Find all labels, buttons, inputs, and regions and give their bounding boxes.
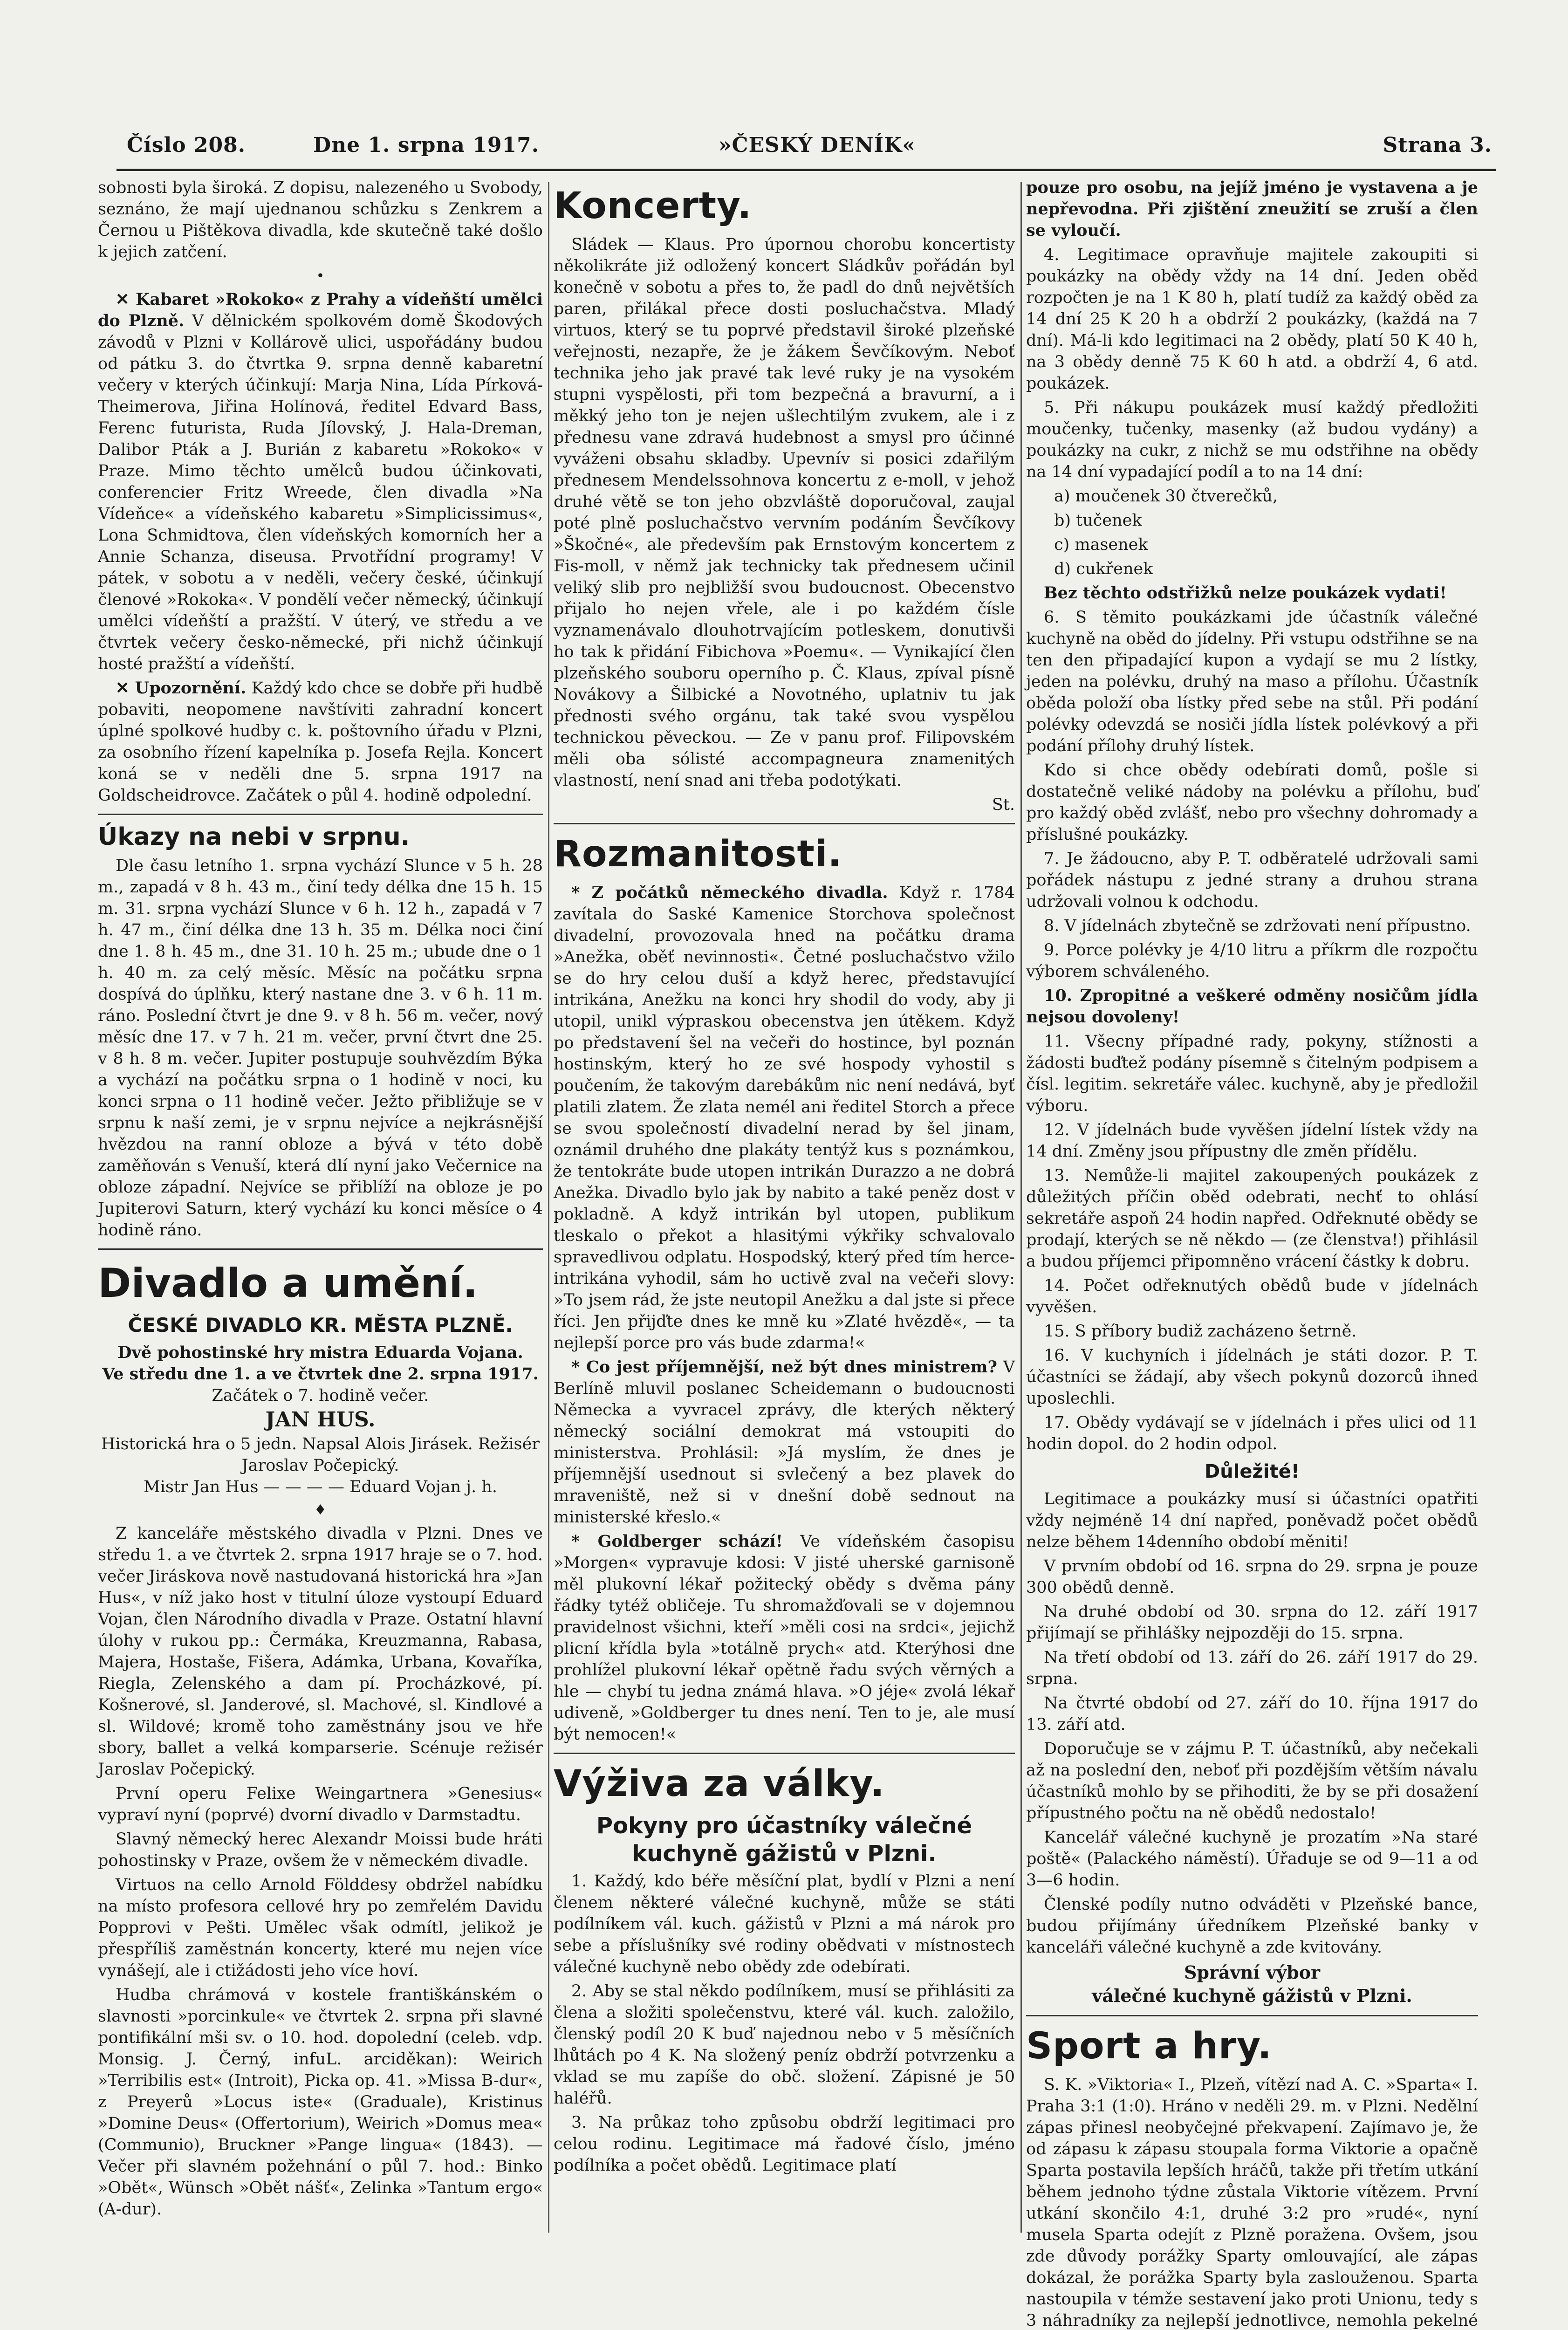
article-sport: S. K. »Viktoria« I., Plzeň, vítězí nad A. C. »Sparta« I. Praha 3:1 (1:0). Hráno v neděli 29. m. v Plzni. Nedělní zápas přinesl neobyčejné překvapení. Zajímavo je, že od zápasu k zápasu stoupala forma Viktorie a opačně Sparta postavila lepších hráčů, takže při třetím utkání během jednoho týdne zůstala Viktorie vítězem. První utkání skončilo 4:1, druhé 3:2 pro »rudé«, nyní musela Sparta odejít z Plzně poražena. Ovšem, jsou zde důvody porážky Sparty omlouvající, ale zápas dokázal, že porážka Sparty byla zaslouženou. Sparta nastoupila v témže sestavení jako proti Unionu, tedy s 3 náhradníky za nejlepší jednotlivce, nemohla pekelné bbox=[1026, 2076, 1478, 2330]
article-prijemnejsi-body: V Berlíně mluvil poslanec Scheidemann o budoucnosti Německa a vyvracel zprávy, dle kterých některý německý sociální demokrat má vstoupiti do ministerstva. Prohlásil: »Já myslím, že dnes je příjemnější usednout si svlečený a bez plavek do mraveniště, než si v dnešní době sednout na ministerské křeslo.« bbox=[554, 1358, 1015, 1527]
notice-kancelar: Kancelář válečné kuchyně je prozatím »Na staré poště« (Palackého náměstí). Úřaduje se od 9—11 a od 3—6 hodin. bbox=[1026, 1828, 1478, 1890]
section-rule bbox=[98, 1248, 543, 1250]
section-rule bbox=[554, 823, 1015, 824]
signature-kuchyne: válečné kuchyně gážistů v Plzni. bbox=[1092, 1985, 1412, 2006]
article-opera: První operu Felixe Weingartnera »Genesius« vypraví nyní (poprvé) dvorní divadlo v Darmstadtu. bbox=[98, 1784, 543, 1824]
article-moissi: Slavný německý herec Alexandr Moissi bude hráti pohostinsky v Praze, ovšem že v německém divadle. bbox=[98, 1830, 543, 1870]
theatre-guest: Dvě pohostinské hry mistra Eduarda Vojana. bbox=[117, 1343, 523, 1362]
list-item: 4. Legitimace opravňuje majitele zakoupiti si poukázky na obědy vždy na 14 dní. Jeden oběd rozpočten je na 1 K 80 h, platí tudíž za každý oběd za 14 dní 25 K 20 h a obdrží 2 poukázky, (každá na 7 dní). Má-li kdo legitimaci na 2 obědy, platí 50 K 40 h, na 3 obědy denně 75 K 60 h atd. a obdrží 4, 6 atd. poukázek. bbox=[1026, 246, 1478, 393]
signature-vybor: Správní výbor bbox=[1184, 1962, 1321, 1983]
article-sladek: Sládek — Klaus. Pro úpornou chorobu koncertisty několikráte již odložený koncert Sládkův pořádán byl konečně v sobotu a přes to, že padl do dnů největších paren, přilákal přece dosti posluchačstva. Mladý virtuos, který se tu poprvé představil široké plzeňské veřejnosti, nezapře, že je žákem Ševčíkovým. Neboť technika jeho jak pravé tak levé ruky je na vysokém stupni vyspělosti, při tom bezpečná a bravurní, a i měkký jeho ton je nejen ušlechtilým zvukem, ale i z přednesu vane zdravá hudebnost a smysl pro účinné vyváženi obsahu skladby. Upevnív si posici zdařilým přednesem Mendelssohnova koncertu z e-moll, v jehož druhé větě se ton jeho obzvláště doporučoval, zaujal poté plně posluchačstvo vervním podáním Ševčíkovy »Škočné«, ale především pak Ernstovým koncertem z Fis-moll, v němž jak technicky tak přednesem učinil veliký slib pro nejbližší svou budoucnost. Obecenstvo přijalo ho nejen vřele, ale i po každém čísle vyznamenávalo dlouhotrvajícím potleskem, donutivši ho tak k přidání Fibichova »Poemu«. — Vynikající člen plzeňského souboru operního p. Č. Klaus, zpíval písně Novákovy a Šilbické a Novotného, uplatniv tu jak přednosti svého orgánu, tak také svou vyspělou technickou pěveckou. — Ze v panu prof. Filipovském měli oba sólisté accompagneura znamenitých vlastností, není snad ani třeba podotýkati. bbox=[554, 235, 1015, 790]
article-upozorneni bbox=[98, 678, 543, 806]
page-number: Strana 3. bbox=[1383, 133, 1492, 157]
column-rule bbox=[548, 182, 549, 2233]
list-item: Bez těchto odstřižků nelze poukázek vydati! bbox=[1044, 583, 1447, 603]
column-middle bbox=[554, 177, 1015, 2247]
article-kancelar-divadla: Z kanceláře městského divadla v Plzni. Dnes ve středu 1. a ve čtvrtek 2. srpna 1917 hraje se o 7. hod. večer Jiráskova nově nastudovaná historická hra »Jan Hus«, v níž jako host v titulní úloze vystoupí Eduard Vojan, člen Národního divadla v Praze. Ostatní hlavní úlohy v rukou pp.: Čermáka, Kreuzmanna, Rabasa, Majera, Hostaše, Fišera, Adámka, Urbana, Kovaříka, Riegla, Zelenského a dam pí. Procházkové, pí. Košnerové, sl. Janderové, sl. Machové, sl. Kindlové a sl. Wildové; kromě toho zaměstnány jsou ve hře sbory, ballet a velká komparserie. Scénuje režisér Jaroslav Počepický. bbox=[98, 1524, 543, 1779]
notice-dulezite-6: Doporučuje se v zájmu P. T. účastníků, aby nečekali až na poslední den, neboť při pozdějším větším návalu účastníků mohlo by se přihoditi, že by se při dosažení přípustného počtu na ně obědů nedostalo! bbox=[1026, 1740, 1478, 1823]
list-item: 6. S těmito poukázkami jde účastník válečné kuchyně na oběd do jídelny. Při vstupu odstřihne se na ten den připadající kupon a vydají se mu 2 lístky, jeden na polévku, druhý na maso a přílohu. Účastník oběda položí oba lístky před sebe na stůl. Při podání polévky odevzdá se nosiči jídla lístek polévkový a při podání přílohy druhý lístek. bbox=[1026, 608, 1478, 755]
column-left bbox=[98, 177, 543, 2247]
column-rule bbox=[1020, 182, 1022, 2233]
list-item: 3. Na průkaz toho způsobu obdrží legitimaci pro celou rodinu. Legitimace má řadové číslo, jméno podílníka a počet obědů. Legitimace platí bbox=[554, 2113, 1015, 2175]
page-header bbox=[122, 133, 1497, 166]
list-item: 9. Porce polévky je 4/10 litru a příkrm dle rozpočtu výborem schváleného. bbox=[1026, 941, 1478, 981]
ornament: ♦ bbox=[314, 1502, 327, 1518]
article-goldberger-title: * Goldberger schází! bbox=[571, 1532, 783, 1551]
list-item: 11. Všecny případné rady, pokyny, stížnosti a žádosti buďtež podány písemně s čitelným podpisem a čísl. legitim. sekretáře válec. kuchyně, aby je předložil výboru. bbox=[1026, 1032, 1478, 1115]
heading-vyziva: Výživa za války. bbox=[554, 1763, 885, 1805]
theatre-time: Začátek o 7. hodině večer. bbox=[212, 1386, 429, 1405]
notice-dulezite-3: Na druhé období od 30. srpna do 12. září 1917 přijímají se přihlášky nejpozději do 15. srpna. bbox=[1026, 1603, 1478, 1643]
notice-dulezite-2: V prvním období od 16. srpna do 29. srpna je pouze 300 obědů denně. bbox=[1026, 1557, 1478, 1597]
list-item: 7. Je žádoucno, aby P. T. odběratelé udržovali sami pořádek nástupu z jedné strany a druhou strana udržovali volnou k odchodu. bbox=[1026, 850, 1478, 911]
header-rule bbox=[116, 169, 1496, 171]
article-goldberger-body: Ve vídeňském časopisu »Morgen« vypravuje kdosi: V jisté uherské garnisoně měl plukovní lékař požitecký obědy s dvěma pány řádky tytéž obličeje. Tu shromažďovali se v dojemnou pravidelnost všichni, kteří »měli cosi na srdci«, jejichž plicní křídla byla »totálně prych« atd. Kterýhosi dne prohlížel plukovní lékař opětně řadu svých věrných a hle — chybí tu jedna známá hlava. »O jéje« zvolá lékař udiveně, »Goldberger tu dnes není. Ten to je, ale musí být nemocen!« bbox=[554, 1532, 1015, 1744]
list-item: a) moučenek 30 čtverečků, bbox=[1054, 487, 1278, 506]
heading-pokyny: Pokyny pro účastníky válečné kuchyně gážistů v Plzni. bbox=[596, 1813, 972, 1867]
theatre-dates: Ve středu dne 1. a ve čtvrtek dne 2. srpna 1917. bbox=[102, 1364, 539, 1384]
list-item: Kdo si chce obědy odebírati domů, pošle si dostatečně veliké nádoby na polévku a přílohu, buď pro každý oběd zvlášť, nebo pro všechny dohromady a příslušné poukázky. bbox=[1026, 761, 1478, 844]
play-role: Mistr Jan Hus — — — — Eduard Vojan j. h. bbox=[143, 1478, 498, 1496]
list-item: 14. Počet odřeknutých obědů bude v jídelnách vyvěšen. bbox=[1026, 1276, 1478, 1316]
heading-sport: Sport a hry. bbox=[1026, 2025, 1272, 2067]
play-title: JAN HUS. bbox=[265, 1408, 376, 1432]
notice-dulezite-5: Na čtvrté období od 27. září do 10. října 1917 do 13. září atd. bbox=[1026, 1694, 1478, 1734]
article-prijemnejsi-title: * Co jest příjemnější, než být dnes ministrem? bbox=[571, 1357, 997, 1377]
article-kabaret bbox=[98, 289, 543, 675]
issue-number: Číslo 208. bbox=[127, 133, 246, 157]
list-item: 13. Nemůže-li majitel zakoupených poukázek z důležitých příčin oběd odebrati, nechť to ohlásí sekretáře aspoň 24 hodin napřed. Odřeknuté obědy se prodají, kterých se ně někdo — (ze členstva!) přihlásil a budou příjemci připomněno vrácení částky k dobru. bbox=[1026, 1166, 1478, 1271]
list-item: 12. V jídelnách bude vyvěšen jídelní lístek vždy na 14 dní. Změny jsou přípustny dle změn přídělu. bbox=[1026, 1121, 1478, 1161]
article-pocatku-title: * Z počátků německého divadla. bbox=[571, 883, 888, 902]
article-prijemnejsi bbox=[554, 1357, 1015, 1528]
list-item: 15. S příbory budiž zacházeno šetrně. bbox=[1044, 1322, 1357, 1341]
heading-dulezite: Důležité! bbox=[1204, 1461, 1300, 1482]
notice-dulezite-1: Legitimace a poukázky musí si účastníci opatřiti vždy nejméně 14 dní napřed, poněvadž počet obědů nelze během 14denního období měniti! bbox=[1026, 1490, 1478, 1551]
list-item: b) tučenek bbox=[1054, 511, 1142, 530]
heading-koncerty: Koncerty. bbox=[554, 185, 752, 227]
theatre-name: ČESKÉ DIVADLO KR. MĚSTA PLZNĚ. bbox=[128, 1314, 513, 1336]
heading-rozmanitosti: Rozmanitosti. bbox=[554, 833, 842, 875]
section-rule bbox=[554, 1753, 1015, 1754]
list-item: c) masenek bbox=[1054, 535, 1148, 554]
issue-date: Dne 1. srpna 1917. bbox=[313, 133, 540, 157]
list-item: 10. Zpropitné a veškeré odměny nosičům jídla nejsou dovoleny! bbox=[1026, 986, 1478, 1027]
article-kabaret-title: ✕ Kabaret »Rokoko« z Prahy a vídeňští umělci do Plzně. bbox=[98, 290, 543, 330]
article-folddesy: Virtuos na cello Arnold Földdesy obdržel nabídku na místo profesora cellové hry po zemřelém Davidu Popprovi v Pešti. Umělec však odmítl, jelikož je přespříliš zaměstnán koncerty, které mu nejen více vynášejí, ale i ctižádosti jeho více hoví. bbox=[98, 1876, 543, 1980]
newspaper-title: »ČESKÝ DENÍK« bbox=[719, 133, 916, 157]
list-item: 5. Při nákupu poukázek musí každý předložiti moučenky, tučenky, masenky (až budou vydány) a poukázky na cukr, z nichž se mu odstřihne na obědy na 14 dní vypadající podíl a to na 14 dní: bbox=[1026, 398, 1478, 481]
article-goldberger bbox=[554, 1531, 1015, 1745]
list-item: d) cukřenek bbox=[1054, 560, 1153, 578]
article-upozorneni-title: ✕ Upozornění. bbox=[116, 678, 246, 698]
article-ukazy: Dle času letního 1. srpna vychází Slunce v 5 h. 28 m., zapadá v 8 h. 43 m., činí tedy délka dne 15 h. 15 m. 31. srpna vychází Slunce v 6 h. 12 h., zapadá v 7 h. 47 m., činí délka dne 13 h. 35 m. Délka noci činí dne 1. 8 h. 45 m., dne 31. 10 h. 25 m.; ubude dne o 1 h. 40 m. za celý měsíc. Měsíc na počátku srpna dospívá do úplňku, který nastane dne 3. v 6 h. 11 m. ráno. Poslední čtvrt je dne 9. v 8 h. 56 m. večer, nový měsíc dne 17. v 7 h. 21 m. večer, první čtvrt dne 25. v 8 h. 8 m. večer. Jupiter postupuje souhvězdím Býka a vychází na počátku srpna o 1 hodině v noci, ku konci srpna o 11 hodině večer. Ježto přibližuje se v srpnu k naší zemi, je v srpnu nejvíce a nejkrásnější hvězdou na ranní obloze a bývá v této době zaměňován s Venuší, která dlí nyní jako Večernice na obloze západní. Nejvíce se přiblíží na obloze je po Jupiterovi Saturn, který vychází ku konci měsíce o 4 hodině ráno. bbox=[98, 857, 543, 1240]
list-item: 1. Každý, kdo béře měsíční plat, bydlí v Plzni a není členem některé válečné kuchyně, může se státi podílníkem vál. kuch. gážistů v Plzni a má nárok pro sebe a příslušníky své rodiny obědvati v místnostech válečné kuchyně nebo obědy zde odebírati. bbox=[554, 1872, 1015, 1976]
heading-ukazy: Úkazy na nebi v srpnu. bbox=[98, 823, 410, 851]
list-item: 8. V jídelnách zbytečně se zdržovati není přípustno. bbox=[1044, 917, 1471, 935]
notice-clenske: Členské podíly nutno odváděti v Plzeňské bance, budou přijímány úředníkem Plzeňské banky v kanceláři válečné kuchyně a zde kvitovány. bbox=[1026, 1895, 1478, 1957]
ornament: • bbox=[316, 268, 325, 284]
section-rule bbox=[1026, 2015, 1478, 2016]
heading-divadlo: Divadlo a umění. bbox=[98, 1260, 478, 1307]
list-item: 2. Aby se stal někdo podílníkem, musí se přihlásiti za člena a složiti společenstvu, které vál. kuch. založilo, členský podíl 20 K buď najednou nebo v 5 měsíčních lhůtách po 4 K. Na složený peníz obdrží potvrzenku a vklad se mu zapíše do obč. složení. Zápisné je 50 haléřů. bbox=[554, 1982, 1015, 2108]
article-pocatku-body: Když r. 1784 zavítala do Saské Kamenice Storchova společnost divadelní, provozovala hned na počátku drama »Anežka, oběť nevinnosti«. Četné posluchačstvo vžilo se do hry celou duší a když herec, představující intrikána, Anežku na konci hry shodil do vody, aby ji utopil, unikl výpraskou obecenstva jen útěkem. Když po představení šel na večeři do hostince, byl poznán hostinským, který ho ze své hospody vyhostil s poučením, že takovým darebákům nic není nedává, byť platili zlatem. Že zlata nemél ani ředitel Storch a přece se svou společností divadelní nerad by šel jinam, oznámil druhého dne plakáty tentýž kus s poznámkou, že tentokráte bude utopen intrikán Durazzo a ne dobrá Anežka. Divadlo bylo jak by nabito a také peněz dost v pokladně. A když intrikán byl utopen, publikum tleskalo o překot a hlasitými výkřiky schvalovalo spravedlivou odplatu. Hospodský, který před tím herce-intrikána vyhodil, sám ho uctivě zval na večeři slovy: »To jsem rád, že jste neutopil Anežku a dal jste si přece říci. Jen přijďte dnes ke mně ku »Zlaté hvězdě«, — ta nejlepší porce pro vás bude zdarma!« bbox=[554, 884, 1015, 1352]
play-info: Historická hra o 5 jedn. Napsal Alois Jirásek. Režisér Jaroslav Počepický. bbox=[101, 1435, 540, 1475]
list-item: 16. V kuchyních i jídelnách je státi dozor. P. T. účastníci se žádají, aby všech pokynů dozorců ihned uposlechli. bbox=[1026, 1346, 1478, 1408]
article-pocatku bbox=[554, 882, 1015, 1354]
legitimation-cont: pouze pro osobu, na jejíž jméno je vystavena a je nepřevodna. Při zjištění zneužití se zruší a člen se vyloučí. bbox=[1026, 178, 1478, 240]
section-rule bbox=[98, 814, 543, 815]
article-kabaret-body: V dělnickém spolkovém domě Škodových závodů v Plzni v Kollárově ulici, uspořádány budou od pátku 3. do čtvrtka 9. srpna denně kabaretní večery v kterých účinkují: Marja Nina, Lída Pírková-Theimerova, Jiřina Holínová, ředitel Edvard Bass, Ferenc futurista, Ruda Jílovský, J. Hala-Dreman, Dalibor Pták a J. Burián z kabaretu »Rokoko« v Praze. Mimo těchto umělců budou účinkovati, conferencier Fritz Wreede, člen divadla »Na Vídeňce« a vídeňského kabaretu »Simplicissimus«, Lona Schmidtova, člen vídeňských komorních her a Annie Schanza, diseusa. Prvotřídní programy! V pátek, v sobotu a v neděli, večery české, účinkují členové »Rokoka«. V pondělí večer německý, účinkují umělci vídeňští a pražští. V úterý, ve středu a ve čtvrtek večery česko-německé, při nichž účinkují hosté pražští a vídeňští. bbox=[98, 312, 543, 673]
signature-st: St. bbox=[992, 795, 1015, 814]
article-upozorneni-body: Každý kdo chce se dobře při hudbě pobaviti, neopomene navštíviti zahradní koncert úplné spolkové hudby c. k. poštovního úřadu v Plzni, za osobního řízení kapelníka p. Josefa Rejla. Koncert koná se v neděli dne 5. srpna 1917 na Goldscheidrovce. Začátek o půl 4. hodině odpolední. bbox=[98, 679, 543, 805]
article-intro: sobnosti byla široká. Z dopisu, nalezeného u Svobody, seznáno, že mají ujednanou schůzku s Zenkrem a Černou u Pištěkova divadla, kde skutečně také došlo k jejich zatčení. bbox=[98, 178, 543, 261]
list-item: 17. Obědy vydávají se v jídelnách i přes ulici od 11 hodin dopol. do 2 hodin odpol. bbox=[1026, 1413, 1478, 1453]
article-hudba: Hudba chrámová v kostele františkánském o slavnosti »porcinkule« ve čtvrtek 2. srpna při slavné pontifikální mši sv. o 10. hod. dopolední (celeb. vdp. Monsig. J. Černý, infuL. arciděkan): Weirich »Terribilis est« (Introit), Picka op. 41. »Missa B-dur«, z Preyerů »Locus iste« (Graduale), Kristinus »Domine Deus« (Offertorium), Weirich »Domus mea« (Communio), Bruckner »Pange lingua« (1843). — Večer při slavném požehnání o půl 7. hod.: Binko »Obět«, Wünsch »Obět nášť«, Zelinka »Tantum ergo« (A-dur). bbox=[98, 1986, 543, 2219]
column-right bbox=[1026, 177, 1478, 2330]
notice-dulezite-4: Na třetí období od 13. září do 26. září 1917 do 29. srpna. bbox=[1026, 1648, 1478, 1688]
